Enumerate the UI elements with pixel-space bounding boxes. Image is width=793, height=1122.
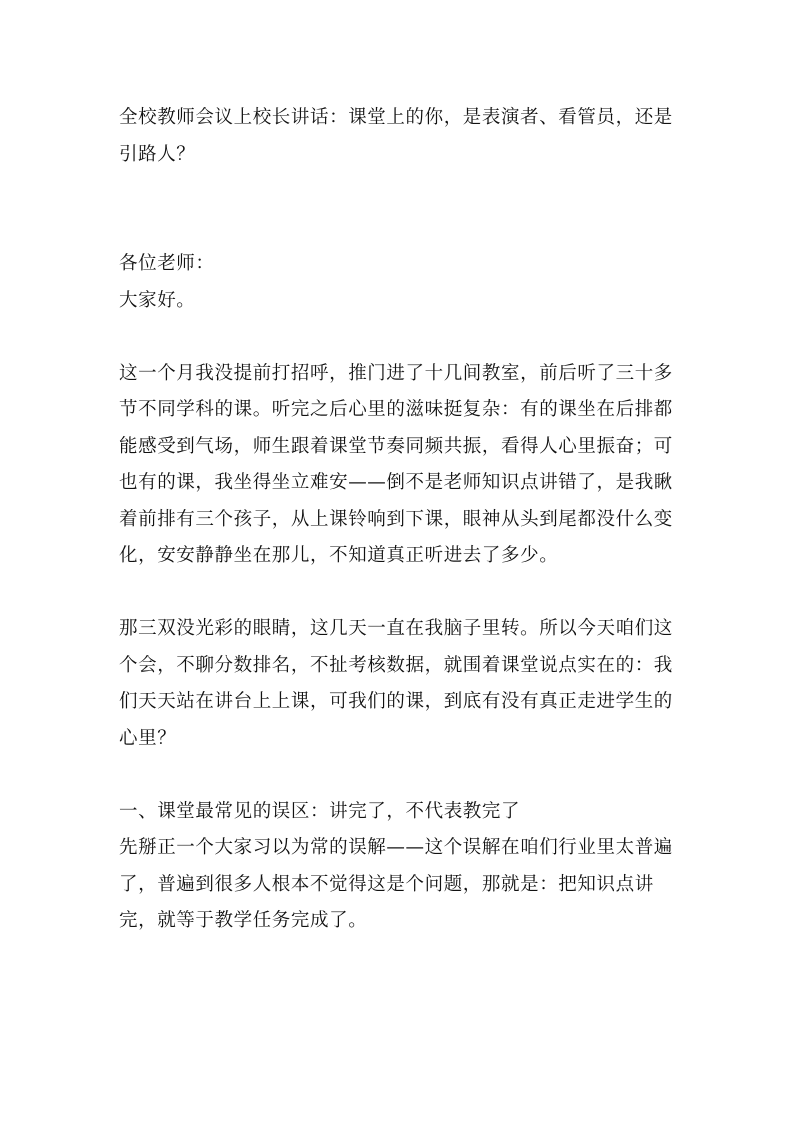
blank-line (119, 575, 679, 612)
document-body (119, 100, 679, 940)
greeting: 大家好。 (119, 289, 196, 311)
blank-line (119, 757, 679, 794)
paragraph-1: 这一个月我没提前打招呼，推门进了十几间教室，前后听了三十多节不同学科的课。听完之后心里的滋味挺复杂：有的课坐在后排都能感受到气场，师生跟着课堂节奏同频共振，看得人心里振奋；可也有的课，我坐得坐立难安——倒不是老师知识点讲错了，是我瞅着前排有三个孩子，从上课铃响到下课，眼神从头到尾都没什么变化，安安静静坐在那儿，不知道真正听进去了多少。 (119, 362, 673, 566)
paragraph-2: 那三双没光彩的眼睛，这几天一直在我脑子里转。所以今天咱们这个会，不聊分数排名，不扯考核数据，就围着课堂说点实在的：我们天天站在讲台上上课，可我们的课，到底有没有真正走进学生的心里？ (119, 618, 673, 749)
document-title: 全校教师会议上校长讲话：课堂上的你，是表演者、看管员，还是引路人？ (119, 107, 673, 165)
blank-line (119, 210, 679, 247)
blank-line (119, 173, 679, 210)
salutation: 各位老师： (119, 253, 215, 274)
blank-line (119, 319, 679, 356)
section-1-heading: 一、课堂最常见的误区：讲完了，不代表教完了 (119, 800, 521, 822)
section-1-text: 先掰正一个大家习以为常的误解——这个误解在咱们行业里太普遍了，普遍到很多人根本不觉得这是个问题，那就是：把知识点讲完，就等于教学任务完成了。 (119, 837, 673, 931)
